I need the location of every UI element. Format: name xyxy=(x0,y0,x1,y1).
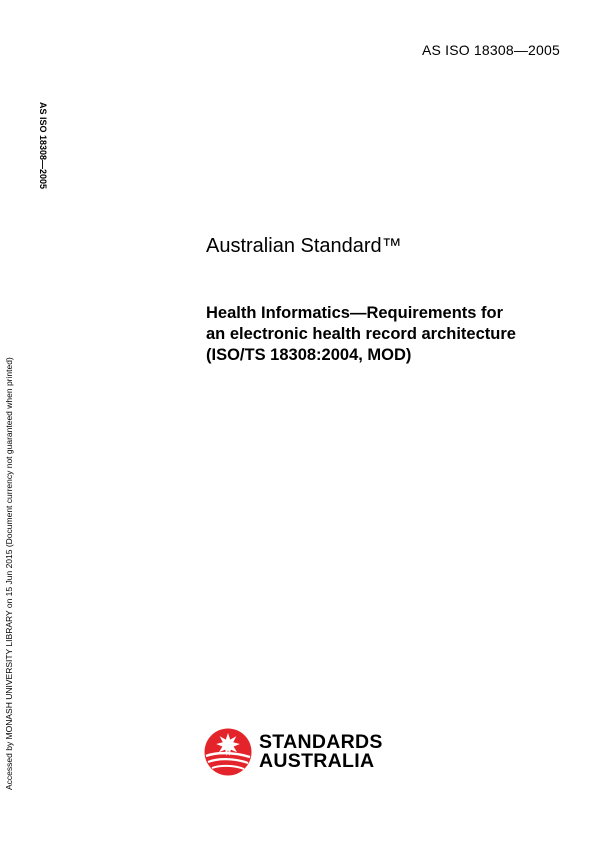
title-line: an electronic health record architecture xyxy=(206,325,516,343)
access-note: Accessed by MONASH UNIVERSITY LIBRARY on 15 Jun 2015 (Document currency not guaranteed when printed) xyxy=(4,357,14,790)
star-globe-icon xyxy=(204,728,252,776)
logo-line: STANDARDS xyxy=(259,731,383,753)
title-line: Health Informatics—Requirements for xyxy=(206,304,504,322)
logo-line: AUSTRALIA xyxy=(259,750,375,772)
spine-label: AS ISO 18308—2005 xyxy=(38,102,48,190)
standards-australia-logo xyxy=(204,728,383,776)
logo-wordmark xyxy=(259,733,383,771)
document-number: AS ISO 18308—2005 xyxy=(421,42,560,58)
title-line: (ISO/TS 18308:2004, MOD) xyxy=(206,346,412,364)
series-title: Australian Standard™ xyxy=(206,235,402,257)
standard-title xyxy=(206,303,586,366)
